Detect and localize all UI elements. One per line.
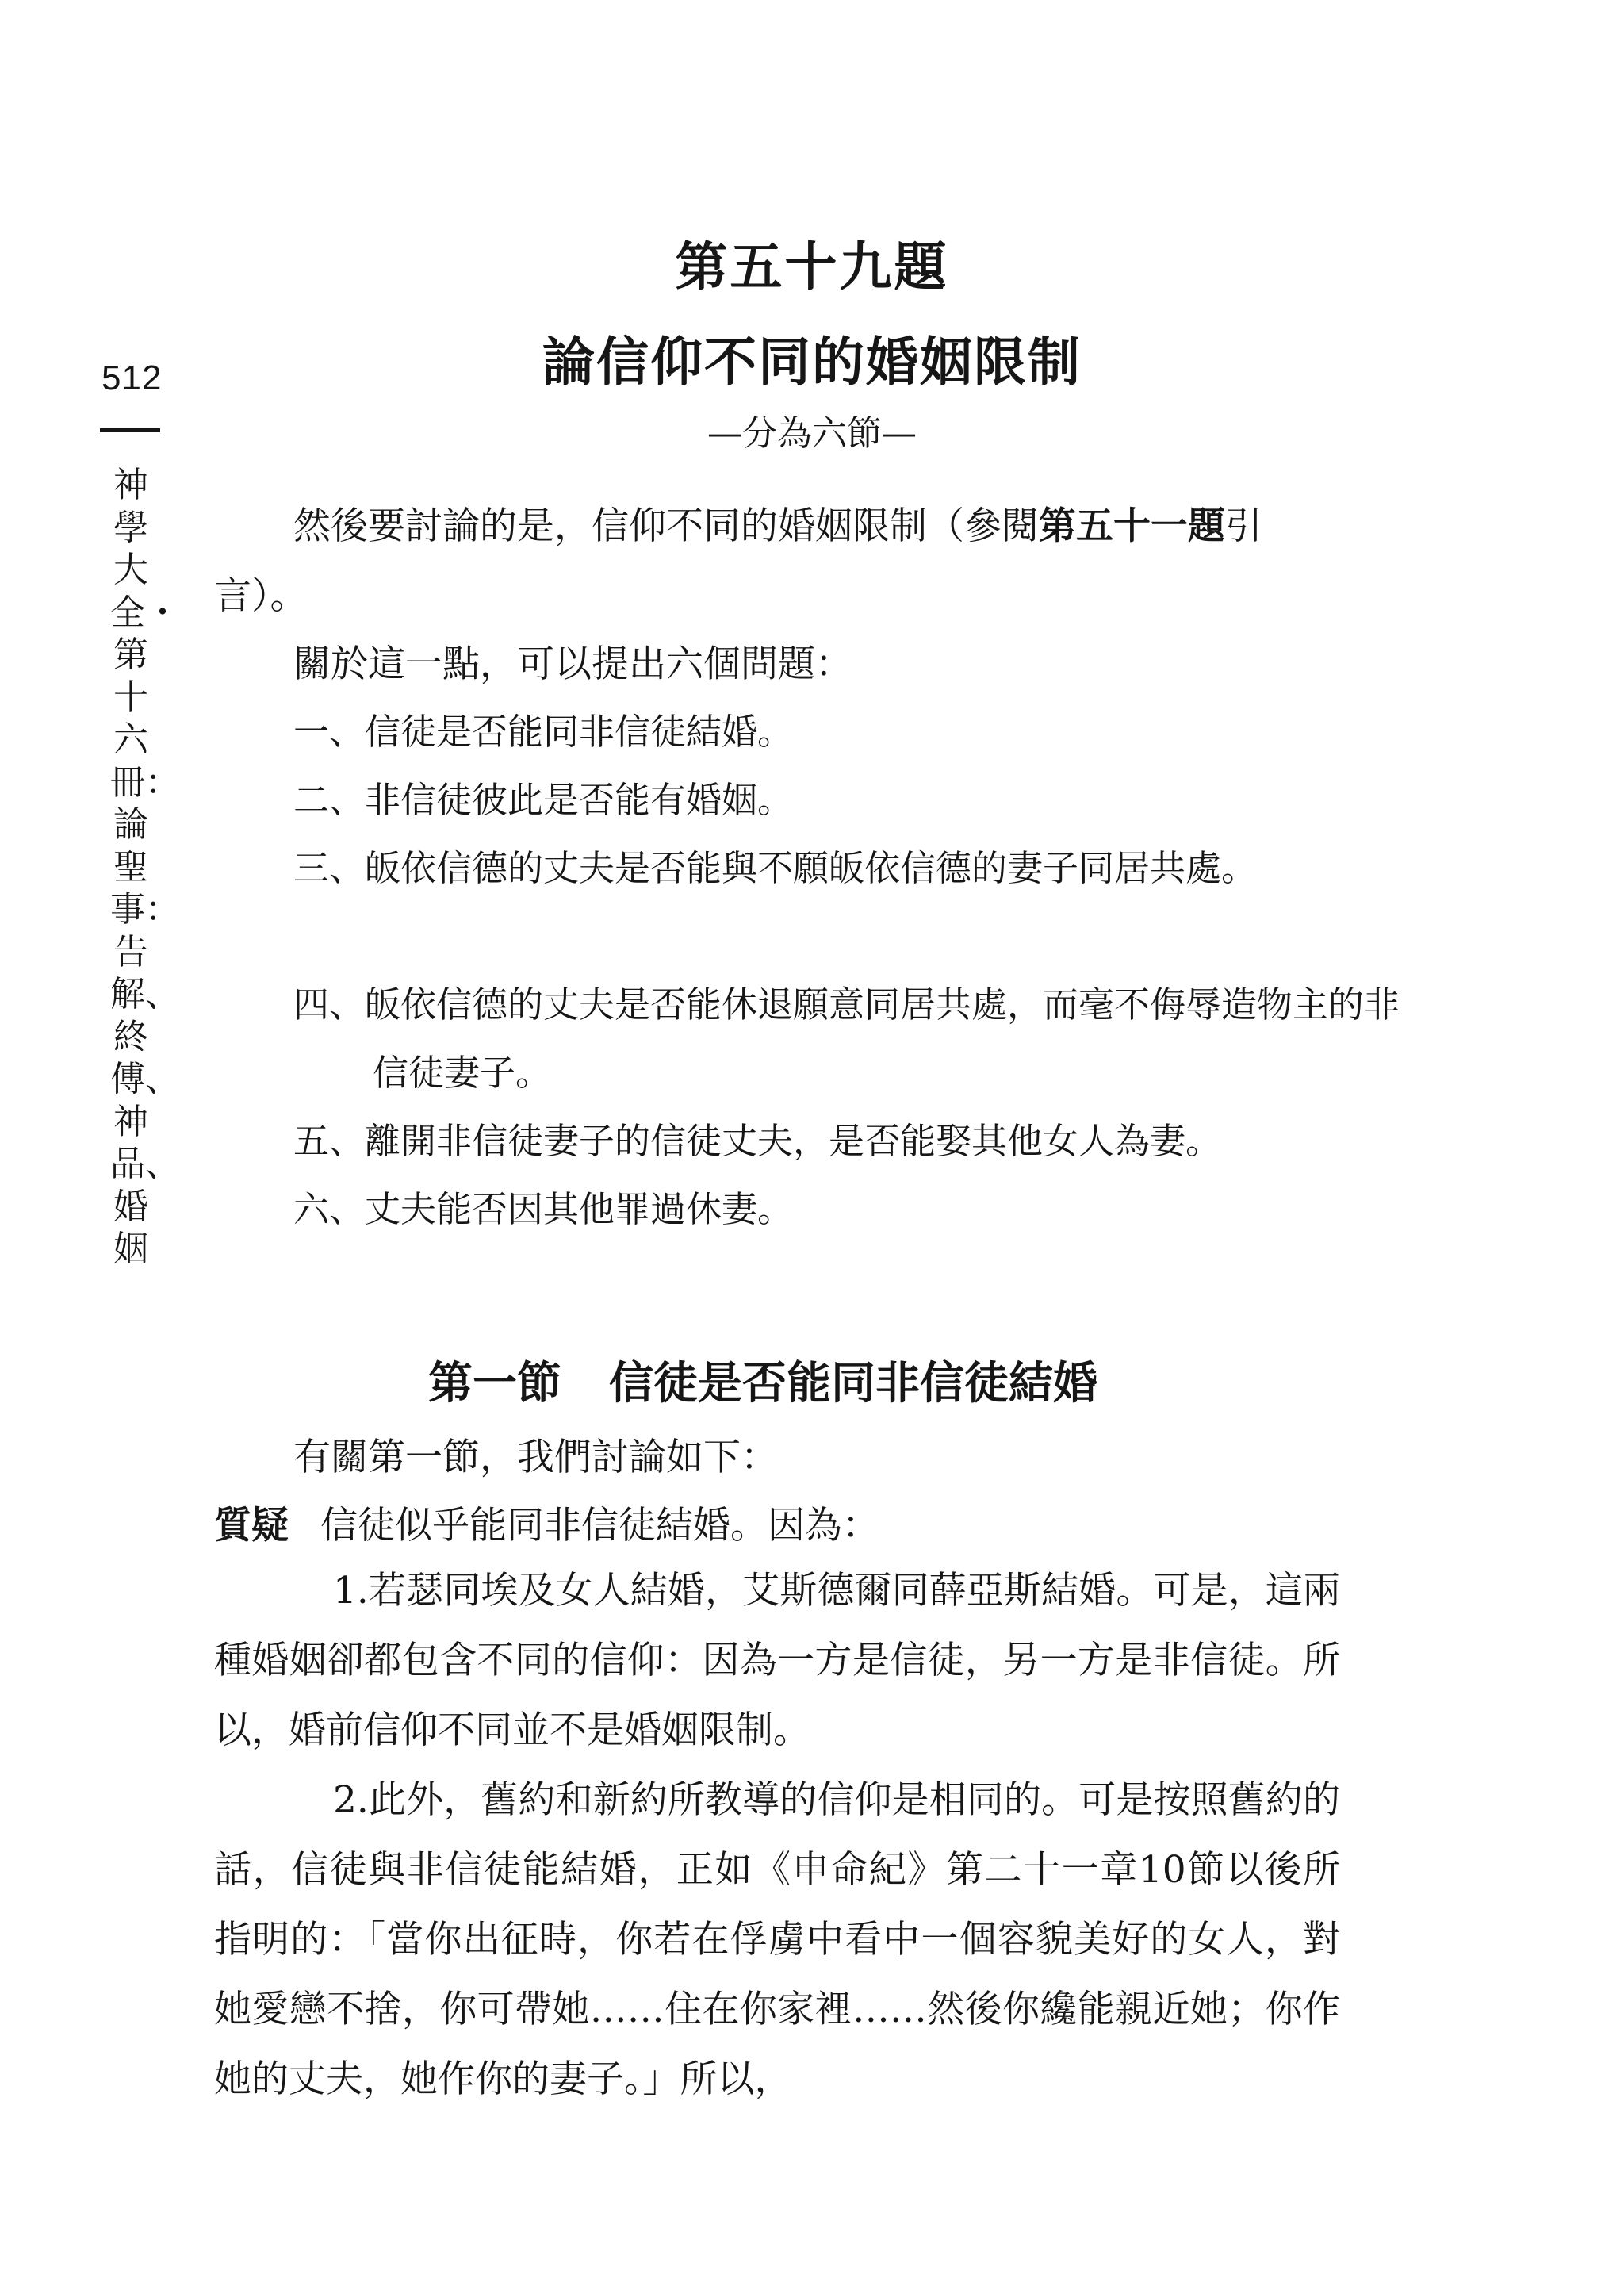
question-item-3: 三、皈依信德的丈夫是否能與不願皈依信德的妻子同居共處。 bbox=[293, 847, 1258, 889]
question-item-5: 五、離開非信徒妻子的信徒丈夫，是否能娶其他女人為妻。 bbox=[293, 1120, 1222, 1162]
main-title: 論信仰不同的婚姻限制 bbox=[542, 332, 1082, 393]
objection bbox=[214, 1496, 879, 1549]
question-item-2: 二、非信徒彼此是否能有婚姻。 bbox=[293, 779, 794, 821]
objection-label: 質疑 bbox=[214, 1504, 289, 1547]
subtitle: —分為六節— bbox=[707, 413, 917, 454]
intro-paragraph bbox=[214, 492, 1340, 631]
section-title bbox=[428, 1348, 1097, 1412]
intro-before: 然後要討論的是，信仰不同的婚姻限制（參閱 bbox=[293, 504, 1039, 548]
argument-paragraph-2: 2.此外，舊約和新約所教導的信仰是相同的。可是按照舊約的話，信徒與非信徒能結婚，正如《申命紀》第二十一章10節以後所指明的：「當你出征時，你若在俘虜中看中一個容貌美好的女人，對她愛戀不捨，你可帶她……住在你家裡……然後你纔能親近她；你作她的丈夫，她作你的妻子。」所以， bbox=[214, 1778, 1340, 2101]
intro-after: 引言）。 bbox=[214, 504, 1262, 618]
running-head: 神學大全・第十六冊：論聖事：告解、終傅、神品、婚姻 bbox=[110, 465, 180, 1269]
intro-reference: 第五十一題 bbox=[1039, 504, 1225, 548]
chapter-title: 第五十九題 bbox=[675, 236, 949, 297]
question-item-6: 六、丈夫能否因其他罪過休妻。 bbox=[293, 1188, 794, 1230]
questions-lead: 關於這一點，可以提出六個問題： bbox=[293, 642, 852, 686]
objection-text: 信徒似乎能同非信徒結婚。因為： bbox=[320, 1504, 879, 1547]
section-intro: 有關第一節，我們討論如下： bbox=[293, 1436, 778, 1479]
question-item-4: 四、皈依信德的丈夫是否能休退願意同居共處，而毫不侮辱造物主的非信徒妻子。 bbox=[293, 984, 1400, 1094]
argument-paragraph-1: 1.若瑟同埃及女人結婚，艾斯德爾同薛亞斯結婚。可是，這兩種婚姻卻都包含不同的信仰：因為一方是信徒，另一方是非信徒。所以，婚前信仰不同並不是婚姻限制。 bbox=[214, 1569, 1340, 1752]
section-heading: 信徒是否能同非信徒結婚 bbox=[609, 1358, 1097, 1409]
section-number: 第一節 bbox=[428, 1358, 561, 1409]
question-item-1: 一、信徒是否能同非信徒結婚。 bbox=[293, 711, 794, 753]
page-number: 512 bbox=[102, 359, 163, 397]
